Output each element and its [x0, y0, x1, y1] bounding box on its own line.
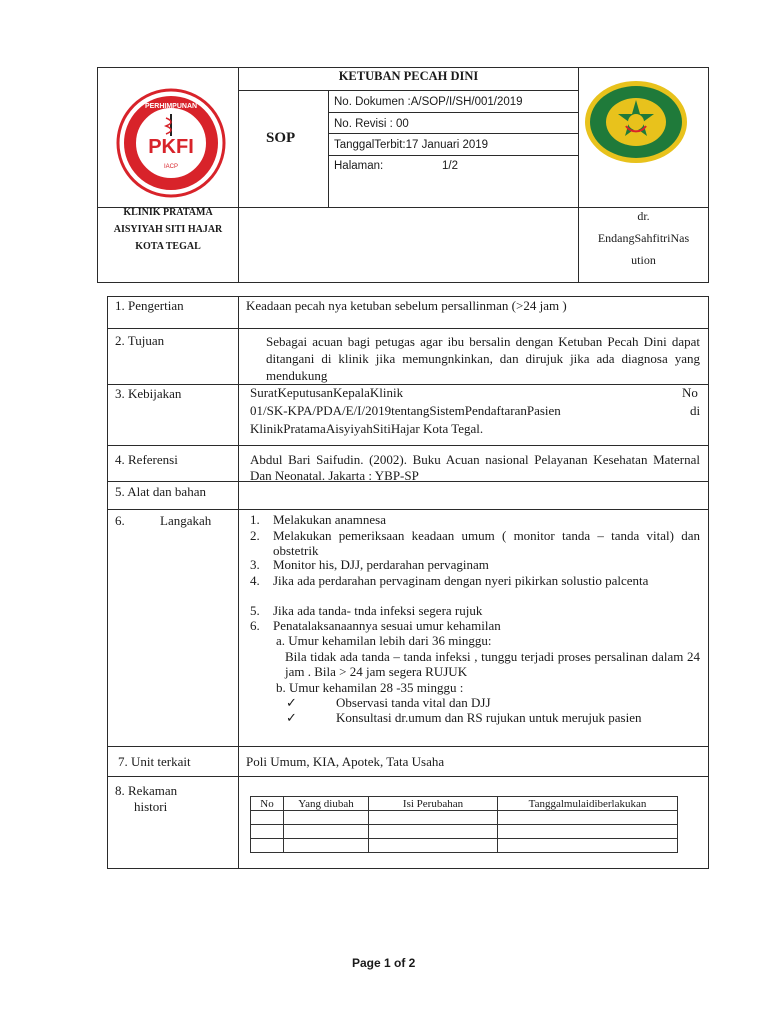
table-row	[251, 825, 678, 839]
table-header-row	[251, 797, 678, 811]
sop-label: SOP	[266, 130, 296, 146]
pkfi-top-text: PERHIMPUNAN	[144, 103, 198, 110]
table-row	[251, 839, 678, 853]
signer-2: EndangSahfitriNas	[597, 231, 690, 245]
pengertian-text: Keadaan pecah nya ketuban sebelum persallinman (>24 jam )	[246, 298, 567, 313]
col-isi-perubahan: Isi Perubahan	[369, 797, 498, 811]
no-dokumen: No. Dokumen :A/SOP/I/SH/001/2019	[334, 96, 523, 108]
row-label-referensi: 4. Referensi	[115, 452, 178, 467]
halaman-value: 1/2	[442, 160, 458, 172]
kebijakan-line2b: di	[690, 403, 701, 418]
step-6b-2: Konsultasi dr.umum dan RS rujukan untuk merujuk pasien	[336, 710, 642, 725]
row-label-kebijakan: 3. Kebijakan	[115, 386, 182, 401]
tanggal-terbit: TanggalTerbit:17 Januari 2019	[334, 139, 489, 151]
step-6: Penatalaksanaannya sesuai umur kehamilan	[273, 618, 501, 633]
check-icon: ✓	[286, 695, 297, 710]
check-icon: ✓	[286, 710, 297, 725]
row-label-rekaman-1: 8. Rekaman	[115, 783, 178, 798]
row-label-tujuan: 2. Tujuan	[115, 333, 165, 348]
no-revisi: No. Revisi : 00	[334, 118, 409, 130]
halaman-label: Halaman:	[334, 160, 384, 172]
step-4-num: 4.	[250, 573, 260, 588]
row-label-rekaman-2: histori	[134, 799, 168, 814]
revision-history-table	[250, 796, 678, 853]
step-1: Melakukan anamnesa	[273, 512, 386, 527]
row-label-alat: 5. Alat dan bahan	[115, 484, 206, 499]
unit-text: Poli Umum, KIA, Apotek, Tata Usaha	[246, 754, 445, 769]
step-6b-1: Observasi tanda vital dan DJJ	[336, 695, 491, 710]
row-label-pengertian: 1. Pengertian	[115, 298, 184, 313]
step-3: Monitor his, DJJ, perdarahan pervaginam	[273, 557, 489, 572]
clinic-name-1: KLINIK PRATAMA	[123, 207, 213, 218]
col-no: No	[251, 797, 284, 811]
row-label-unit: 7. Unit terkait	[118, 754, 191, 769]
col-yang-diubah: Yang diubah	[284, 797, 369, 811]
tujuan-text: Sebagai acuan bagi petugas agar ibu bersalin dengan Ketuban Pecah Dini dapat ditangani di klinik jika memungnkinkan, dan dirujuk jika ada diagnosa yang mendukung	[266, 334, 700, 383]
clinic-name-3: KOTA TEGAL	[135, 241, 201, 252]
signer-1: dr.	[637, 209, 650, 223]
kebijakan-line3: KlinikPratamaAisyiyahSitiHajar Kota Tegal.	[250, 421, 484, 436]
pkfi-logo	[116, 88, 226, 198]
step-1-num: 1.	[250, 512, 260, 527]
step-6b: b. Umur kehamilan 28 -35 minggu :	[276, 680, 464, 695]
row-label-langkah: Langakah	[160, 513, 212, 528]
clinic-name-2: AISYIYAH SITI HAJAR	[113, 224, 223, 235]
step-5-num: 5.	[250, 603, 260, 618]
step-5: Jika ada tanda- tnda infeksi segera rujuk	[273, 603, 483, 618]
step-4: Jika ada perdarahan pervaginam dengan nyeri pikirkan solustio palcenta	[273, 573, 649, 588]
referensi-text: Abdul Bari Saifudin. (2002). Buku Acuan nasional Pelayanan Kesehatan Maternal Dan Neonatal. Jakarta : YBP-SP	[250, 452, 700, 483]
page-number: Page 1 of 2	[352, 956, 416, 970]
step-6a-detail: Bila tidak ada tanda – tanda infeksi , tunggu terjadi proses persalinan dalam 24 jam . Bila > 24 jam segera RUJUK	[285, 649, 700, 679]
signer-3: ution	[631, 253, 656, 267]
step-2: Melakukan pemeriksaan keadaan umum ( monitor tanda – tanda vital) dan obstetrik	[273, 528, 700, 558]
pkfi-name: PKFI	[148, 136, 194, 158]
pkfi-sub: IACP	[163, 164, 179, 170]
col-tanggal: Tanggalmulaidiberlakukan	[498, 797, 678, 811]
document-title: KETUBAN PECAH DINI	[338, 69, 479, 83]
kebijakan-line1b: No	[682, 385, 698, 400]
aisyiyah-logo	[584, 80, 689, 164]
step-2-num: 2.	[250, 528, 260, 543]
step-6-num: 6.	[250, 618, 260, 633]
row-label-langkah-num: 6.	[115, 513, 125, 528]
step-3-num: 3.	[250, 557, 260, 572]
kebijakan-line2a: 01/SK-KPA/PDA/E/I/2019tentangSistemPendaftaranPasien	[250, 403, 561, 418]
kebijakan-line1a: SuratKeputusanKepalaKlinik	[250, 385, 404, 400]
step-6a: a. Umur kehamilan lebih dari 36 minggu:	[276, 633, 492, 648]
table-row	[251, 811, 678, 825]
